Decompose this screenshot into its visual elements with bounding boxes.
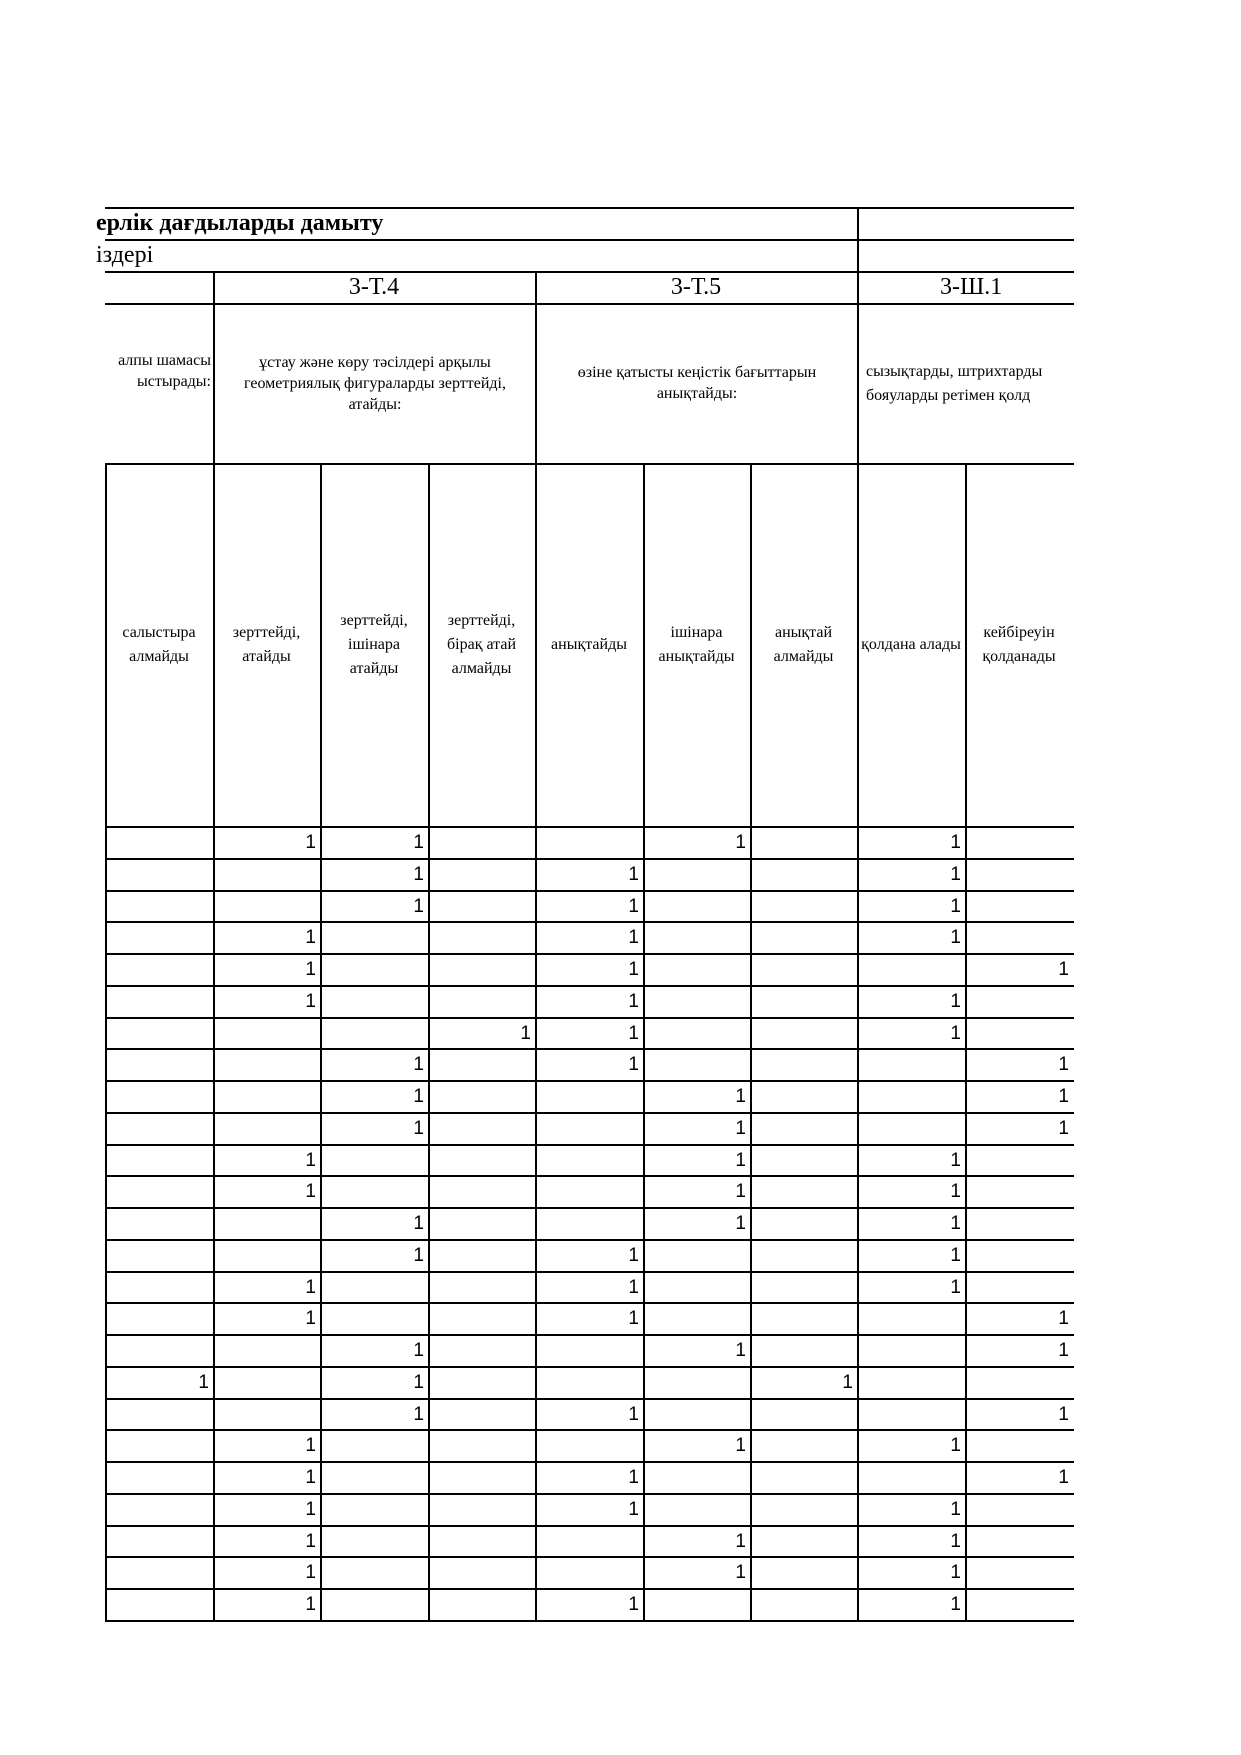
table-cell: 1 <box>305 1435 316 1457</box>
column-header: анықтай алмайды <box>773 623 834 665</box>
table-cell: 1 <box>628 927 639 949</box>
table-cell: 1 <box>735 832 746 853</box>
grid-line <box>857 207 859 271</box>
column-header: салыстыра алмайды <box>122 623 196 665</box>
table-cell: 1 <box>1058 1086 1069 1107</box>
table-cell: 1 <box>413 895 424 917</box>
table-cell: 1 <box>735 1213 746 1234</box>
table-cell: 1 <box>950 1594 961 1615</box>
table-cell: 1 <box>305 959 316 980</box>
table-cell: 1 <box>1058 1308 1069 1330</box>
table-cell: 1 <box>950 1149 961 1171</box>
grid-line <box>105 1334 1074 1336</box>
grid-line <box>105 1080 1074 1082</box>
report-subtitle: іздері <box>96 242 154 268</box>
group-description: өзіне қатысты кеңістік бағыттарын анықтайды: <box>577 364 817 402</box>
table-cell: 1 <box>735 1340 746 1361</box>
table-cell: 1 <box>735 1086 746 1107</box>
table-cell: 1 <box>950 1244 961 1266</box>
table-cell: 1 <box>628 1022 639 1044</box>
table-cell: 1 <box>950 990 961 1012</box>
report-title: ерлік дағдыларды дамыту <box>96 210 384 236</box>
table-cell: 1 <box>305 1498 316 1520</box>
table-cell: 1 <box>735 1181 746 1203</box>
table-cell: 1 <box>305 1530 316 1552</box>
table-cell: 1 <box>1058 1054 1069 1076</box>
table-cell: 1 <box>413 1086 424 1107</box>
table-cell: 1 <box>950 1530 961 1552</box>
table-cell: 1 <box>413 1054 424 1076</box>
table-cell: 1 <box>413 832 424 853</box>
grid-line <box>750 463 752 1620</box>
column-header: зерттейді, атайды <box>232 623 301 665</box>
table-cell: 1 <box>413 1117 424 1139</box>
table-cell: 1 <box>628 863 639 885</box>
column-header: қолдана алады <box>861 635 961 653</box>
table-cell: 1 <box>198 1371 209 1393</box>
table-cell: 1 <box>1058 959 1069 980</box>
table-cell: 1 <box>628 1308 639 1330</box>
table-cell: 1 <box>735 1435 746 1457</box>
table-cell: 1 <box>305 1181 316 1203</box>
column-header: анықтайды <box>551 635 627 653</box>
column-header: кейбіреуін қолданады <box>982 623 1056 665</box>
table-cell: 1 <box>950 1276 961 1298</box>
grid-line <box>105 1366 1074 1368</box>
grid-line <box>105 463 107 1620</box>
group-code: 3-Т.4 <box>348 274 400 300</box>
grid-line <box>320 463 322 1620</box>
table-cell: 1 <box>950 1022 961 1044</box>
table-cell: 1 <box>950 1498 961 1520</box>
table-cell: 1 <box>413 1244 424 1266</box>
table-cell: 1 <box>520 1022 531 1044</box>
table-cell: 1 <box>950 895 961 917</box>
table-cell: 1 <box>628 895 639 917</box>
column-header: ішінара анықтайды <box>658 623 735 665</box>
grid-line <box>105 271 1074 273</box>
table-cell: 1 <box>413 1340 424 1361</box>
table-cell: 1 <box>1058 1340 1069 1361</box>
group-code: 3-Т.5 <box>670 274 722 300</box>
table-cell: 1 <box>1058 1467 1069 1488</box>
group-description: ұстау және көру тәсілдері арқылы геометриялық фигураларды зерттейді, атайды: <box>244 353 506 413</box>
table-cell: 1 <box>950 927 961 949</box>
table-cell: 1 <box>628 1498 639 1520</box>
grid-line <box>857 271 859 463</box>
table-cell: 1 <box>628 1403 639 1425</box>
table-cell: 1 <box>305 832 316 853</box>
table-cell: 1 <box>305 1276 316 1298</box>
table-cell: 1 <box>950 1213 961 1234</box>
table-cell: 1 <box>413 1213 424 1234</box>
grid-line <box>105 1620 1074 1622</box>
table-cell: 1 <box>735 1149 746 1171</box>
table-cell: 1 <box>305 1308 316 1330</box>
table-cell: 1 <box>305 1149 316 1171</box>
table-cell: 1 <box>305 990 316 1012</box>
table-cell: 1 <box>1058 1117 1069 1139</box>
grid-line <box>105 239 1074 241</box>
table-cell: 1 <box>305 927 316 949</box>
table-cell: 1 <box>950 1435 961 1457</box>
table-cell: 1 <box>950 1562 961 1584</box>
table-cell: 1 <box>735 1530 746 1552</box>
group-code: 3-Ш.1 <box>940 274 1003 300</box>
table-cell: 1 <box>305 1562 316 1584</box>
table-cell: 1 <box>628 990 639 1012</box>
table-cell: 1 <box>950 863 961 885</box>
table-cell: 1 <box>628 1276 639 1298</box>
table-cell: 1 <box>950 1181 961 1203</box>
column-header: зерттейді, ішінара атайды <box>340 611 408 677</box>
table-cell: 1 <box>628 1054 639 1076</box>
table-cell: 1 <box>1058 1403 1069 1425</box>
table-cell: 1 <box>628 959 639 980</box>
grid-line <box>105 1112 1074 1114</box>
table-cell: 1 <box>413 1403 424 1425</box>
group-description: алпы шамасы ыстырады: <box>118 352 211 390</box>
grid-line <box>965 463 967 1620</box>
table-cell: 1 <box>842 1371 853 1393</box>
table-cell: 1 <box>305 1594 316 1615</box>
table-cell: 1 <box>735 1117 746 1139</box>
table-cell: 1 <box>735 1562 746 1584</box>
table-cell: 1 <box>628 1594 639 1615</box>
table-cell: 1 <box>413 1371 424 1393</box>
table-cell: 1 <box>305 1467 316 1488</box>
grid-line <box>105 207 1074 209</box>
group-description: сызықтарды, штрихтарды бояуларды ретімен қолд <box>866 363 1043 404</box>
table-cell: 1 <box>950 832 961 853</box>
column-header: зерттейді, бірақ атай алмайды <box>447 611 516 677</box>
table-cell: 1 <box>413 863 424 885</box>
table-cell: 1 <box>628 1244 639 1266</box>
table-cell: 1 <box>628 1467 639 1488</box>
